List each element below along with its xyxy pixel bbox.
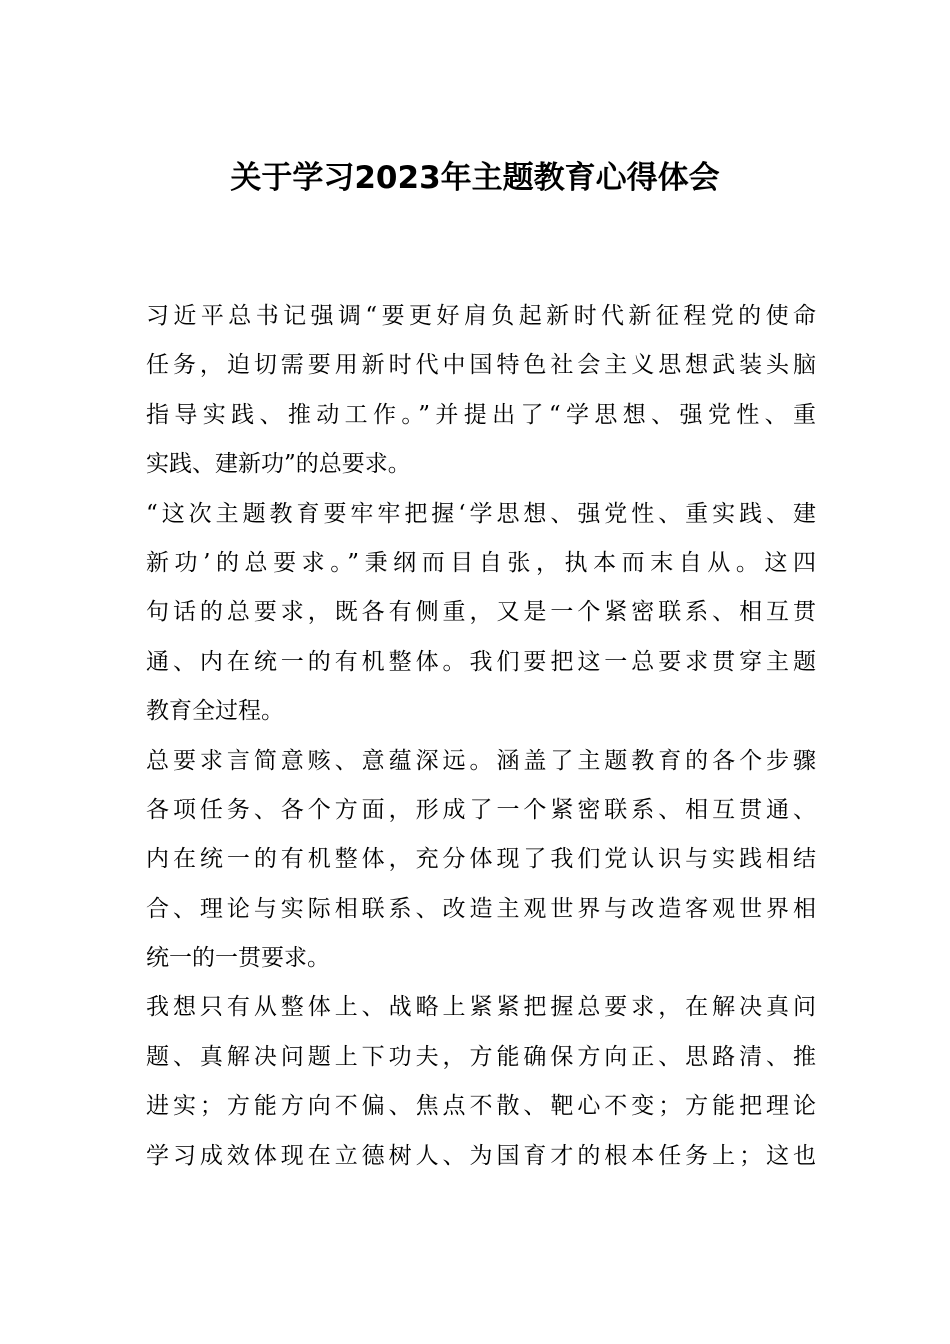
body-line: 总要求言简意赅、意蕴深远。涵盖了主题教育的各个步骤 — [146, 747, 816, 774]
body-line: 句话的总要求，既各有侧重，又是一个紧密联系、相互贯 — [146, 599, 816, 626]
body-line: 内在统一的有机整体，充分体现了我们党认识与实践相结 — [146, 846, 816, 873]
body-line: 通、内在统一的有机整体。我们要把这一总要求贯穿主题 — [146, 648, 816, 675]
body-line: 新功’的总要求。”秉纲而目自张，执本而末自从。这四 — [146, 549, 816, 576]
body-line: 教育全过程。 — [146, 698, 284, 725]
body-line: 任务，迫切需要用新时代中国特色社会主义思想武装头脑 — [146, 352, 816, 379]
body-line: 统一的一贯要求。 — [146, 945, 330, 972]
body-line: 进实；方能方向不偏、焦点不散、靶心不变；方能把理论 — [146, 1093, 816, 1120]
body-line: 习近平总书记强调“要更好肩负起新时代新征程党的使命 — [146, 303, 816, 329]
body-line: 学习成效体现在立德树人、为国育才的根本任务上；这也 — [146, 1142, 816, 1169]
body-line: “这次主题教育要牢牢把握‘学思想、强党性、重实践、建 — [146, 500, 816, 527]
document-title: 关于学习2023年主题教育心得体会 — [230, 160, 720, 196]
body-line: 各项任务、各个方面，形成了一个紧密联系、相互贯通、 — [146, 796, 816, 823]
body-line: 指导实践、推动工作。”并提出了“学思想、强党性、重 — [146, 401, 816, 428]
body-line: 题、真解决问题上下功夫，方能确保方向正、思路清、推 — [146, 1043, 816, 1070]
body-line: 实践、建新功”的总要求。 — [146, 451, 411, 478]
document-body — [146, 292, 816, 1181]
body-line: 我想只有从整体上、战略上紧紧把握总要求，在解决真问 — [146, 994, 816, 1021]
body-line: 合、理论与实际相联系、改造主观世界与改造客观世界相 — [146, 895, 816, 922]
